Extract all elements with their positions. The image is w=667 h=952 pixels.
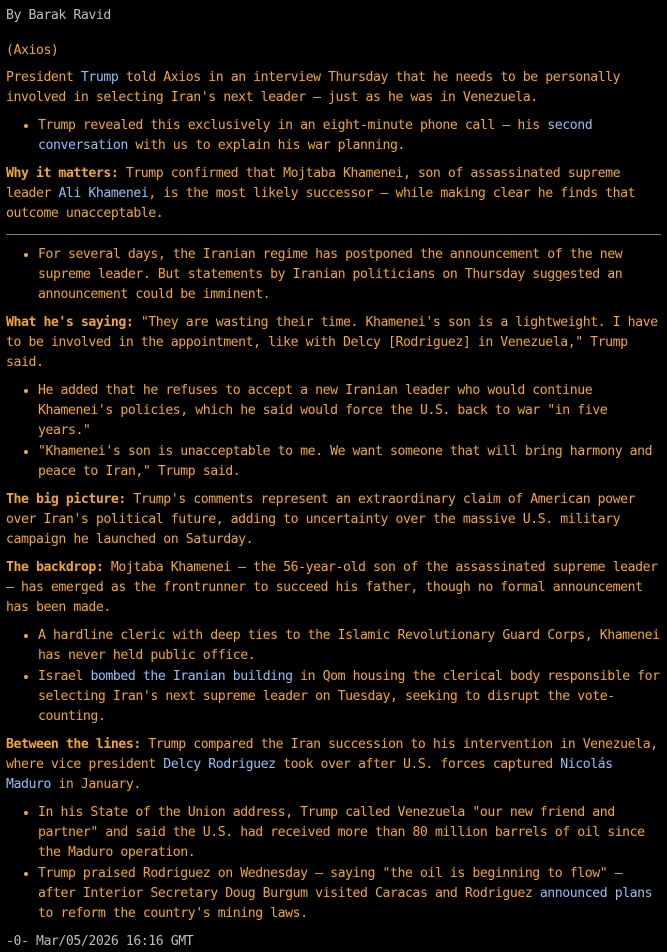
text: Trump confirmed that Mojtaba Khamenei, son of assassinated supreme leader (6, 166, 621, 201)
link-nicolas-maduro[interactable]: Nicolás Maduro (6, 757, 613, 792)
text: President (6, 70, 81, 85)
list-item: • He added that he refuses to accept a new Iranian leader who would continue Khamenei's policies, which he said would force the U.S. back to war "in five years." (38, 381, 661, 441)
section-label: The big picture: (6, 492, 126, 507)
section-label: Between the lines: (6, 737, 141, 752)
list-item: • "Khamenei's son is unacceptable to me. We want someone that will bring harmony and peace to Iran," Trump said. (38, 442, 661, 482)
paragraph-big-picture (6, 490, 661, 550)
text: told Axios in an interview Thursday that he needs to be personally involved in selecting Iran's next leader — just as he was in Venezuela. (6, 70, 621, 105)
source-tag: (Axios) (6, 43, 59, 58)
paragraph-what-hes-saying (6, 313, 661, 373)
bullet-list (6, 116, 661, 156)
text: in January. (50, 777, 141, 792)
text: took over after U.S. forces captured (275, 757, 561, 772)
list-item: • In his State of the Union address, Trump called Venezuela "our new friend and partner" and said the U.S. had received more than 80 million barrels of oil since the Maduro operation. (38, 803, 661, 863)
bullet-list (6, 381, 661, 482)
divider (6, 234, 661, 235)
text: Trump's comments represent an extraordinary claim of American power over Iran's political future, adding to uncertainty over the massive U.S. military campaign he launched on Saturday. (6, 492, 636, 547)
paragraph-intro (6, 68, 661, 108)
section-label: Why it matters: (6, 166, 119, 181)
link-delcy-rodriguez[interactable]: Delcy Rodriguez (163, 757, 276, 772)
paragraph-why-it-matters (6, 164, 661, 224)
section-label: What he's saying: (6, 315, 134, 330)
bullet-list (6, 245, 661, 305)
list-item (38, 864, 661, 924)
list-item (38, 667, 661, 727)
text: Trump compared the Iran succession to his intervention in Venezuela, where vice president (6, 737, 658, 772)
list-item (38, 116, 661, 156)
text: in Qom housing the clerical body responsible for selecting Iran's next supreme leader on Tuesday, seeking to disrupt the vote-counting. (38, 669, 660, 724)
bullet-list (6, 803, 661, 924)
paragraph-backdrop (6, 558, 661, 618)
link-bombed-iranian-building[interactable]: bombed the Iranian building (90, 669, 293, 684)
list-item: • A hardline cleric with deep ties to the Islamic Revolutionary Guard Corps, Khamenei has never held public office. (38, 626, 661, 666)
text: to reform the country's mining laws. (38, 906, 308, 921)
link-second-conversation[interactable]: second conversation (38, 118, 593, 153)
text: Trump revealed this exclusively in an eight-minute phone call — his (38, 118, 548, 133)
byline: By Barak Ravid (6, 8, 111, 23)
link-ali-khamenei[interactable]: Ali Khamenei (58, 186, 149, 201)
text: "They are wasting their time. Khamenei's son is a lightweight. I have to be involved in the appointment, like with Delcy [Rodriguez] in Venezuela," Trump said. (6, 315, 658, 370)
timestamp-footer: -0- Mar/05/2026 16:16 GMT (6, 934, 194, 949)
text: Mojtaba Khamenei — the 56-year-old son of the assassinated supreme leader — has emerged as the frontrunner to succeed his father, though no formal announcement has been made. (6, 560, 658, 615)
link-announced-plans[interactable]: announced plans (539, 886, 653, 901)
paragraph-between-the-lines (6, 735, 661, 795)
text: Israel (38, 669, 91, 684)
section-label: The backdrop: (6, 560, 104, 575)
text: with us to explain his war planning. (127, 138, 405, 153)
list-item: • For several days, the Iranian regime has postponed the announcement of the new supreme leader. But statements by Iranian politicians on Thursday suggested an announcement could be imminent. (38, 245, 661, 305)
text: Trump praised Rodriguez on Wednesday — saying "the oil is beginning to flow" — after Interior Secretary Doug Burgum visited Caracas and Rodriguez (38, 866, 623, 901)
bullet-list (6, 626, 661, 727)
link-trump[interactable]: Trump (80, 70, 119, 85)
text: , is the most likely successor — while making clear he finds that outcome unacceptable. (6, 186, 636, 221)
